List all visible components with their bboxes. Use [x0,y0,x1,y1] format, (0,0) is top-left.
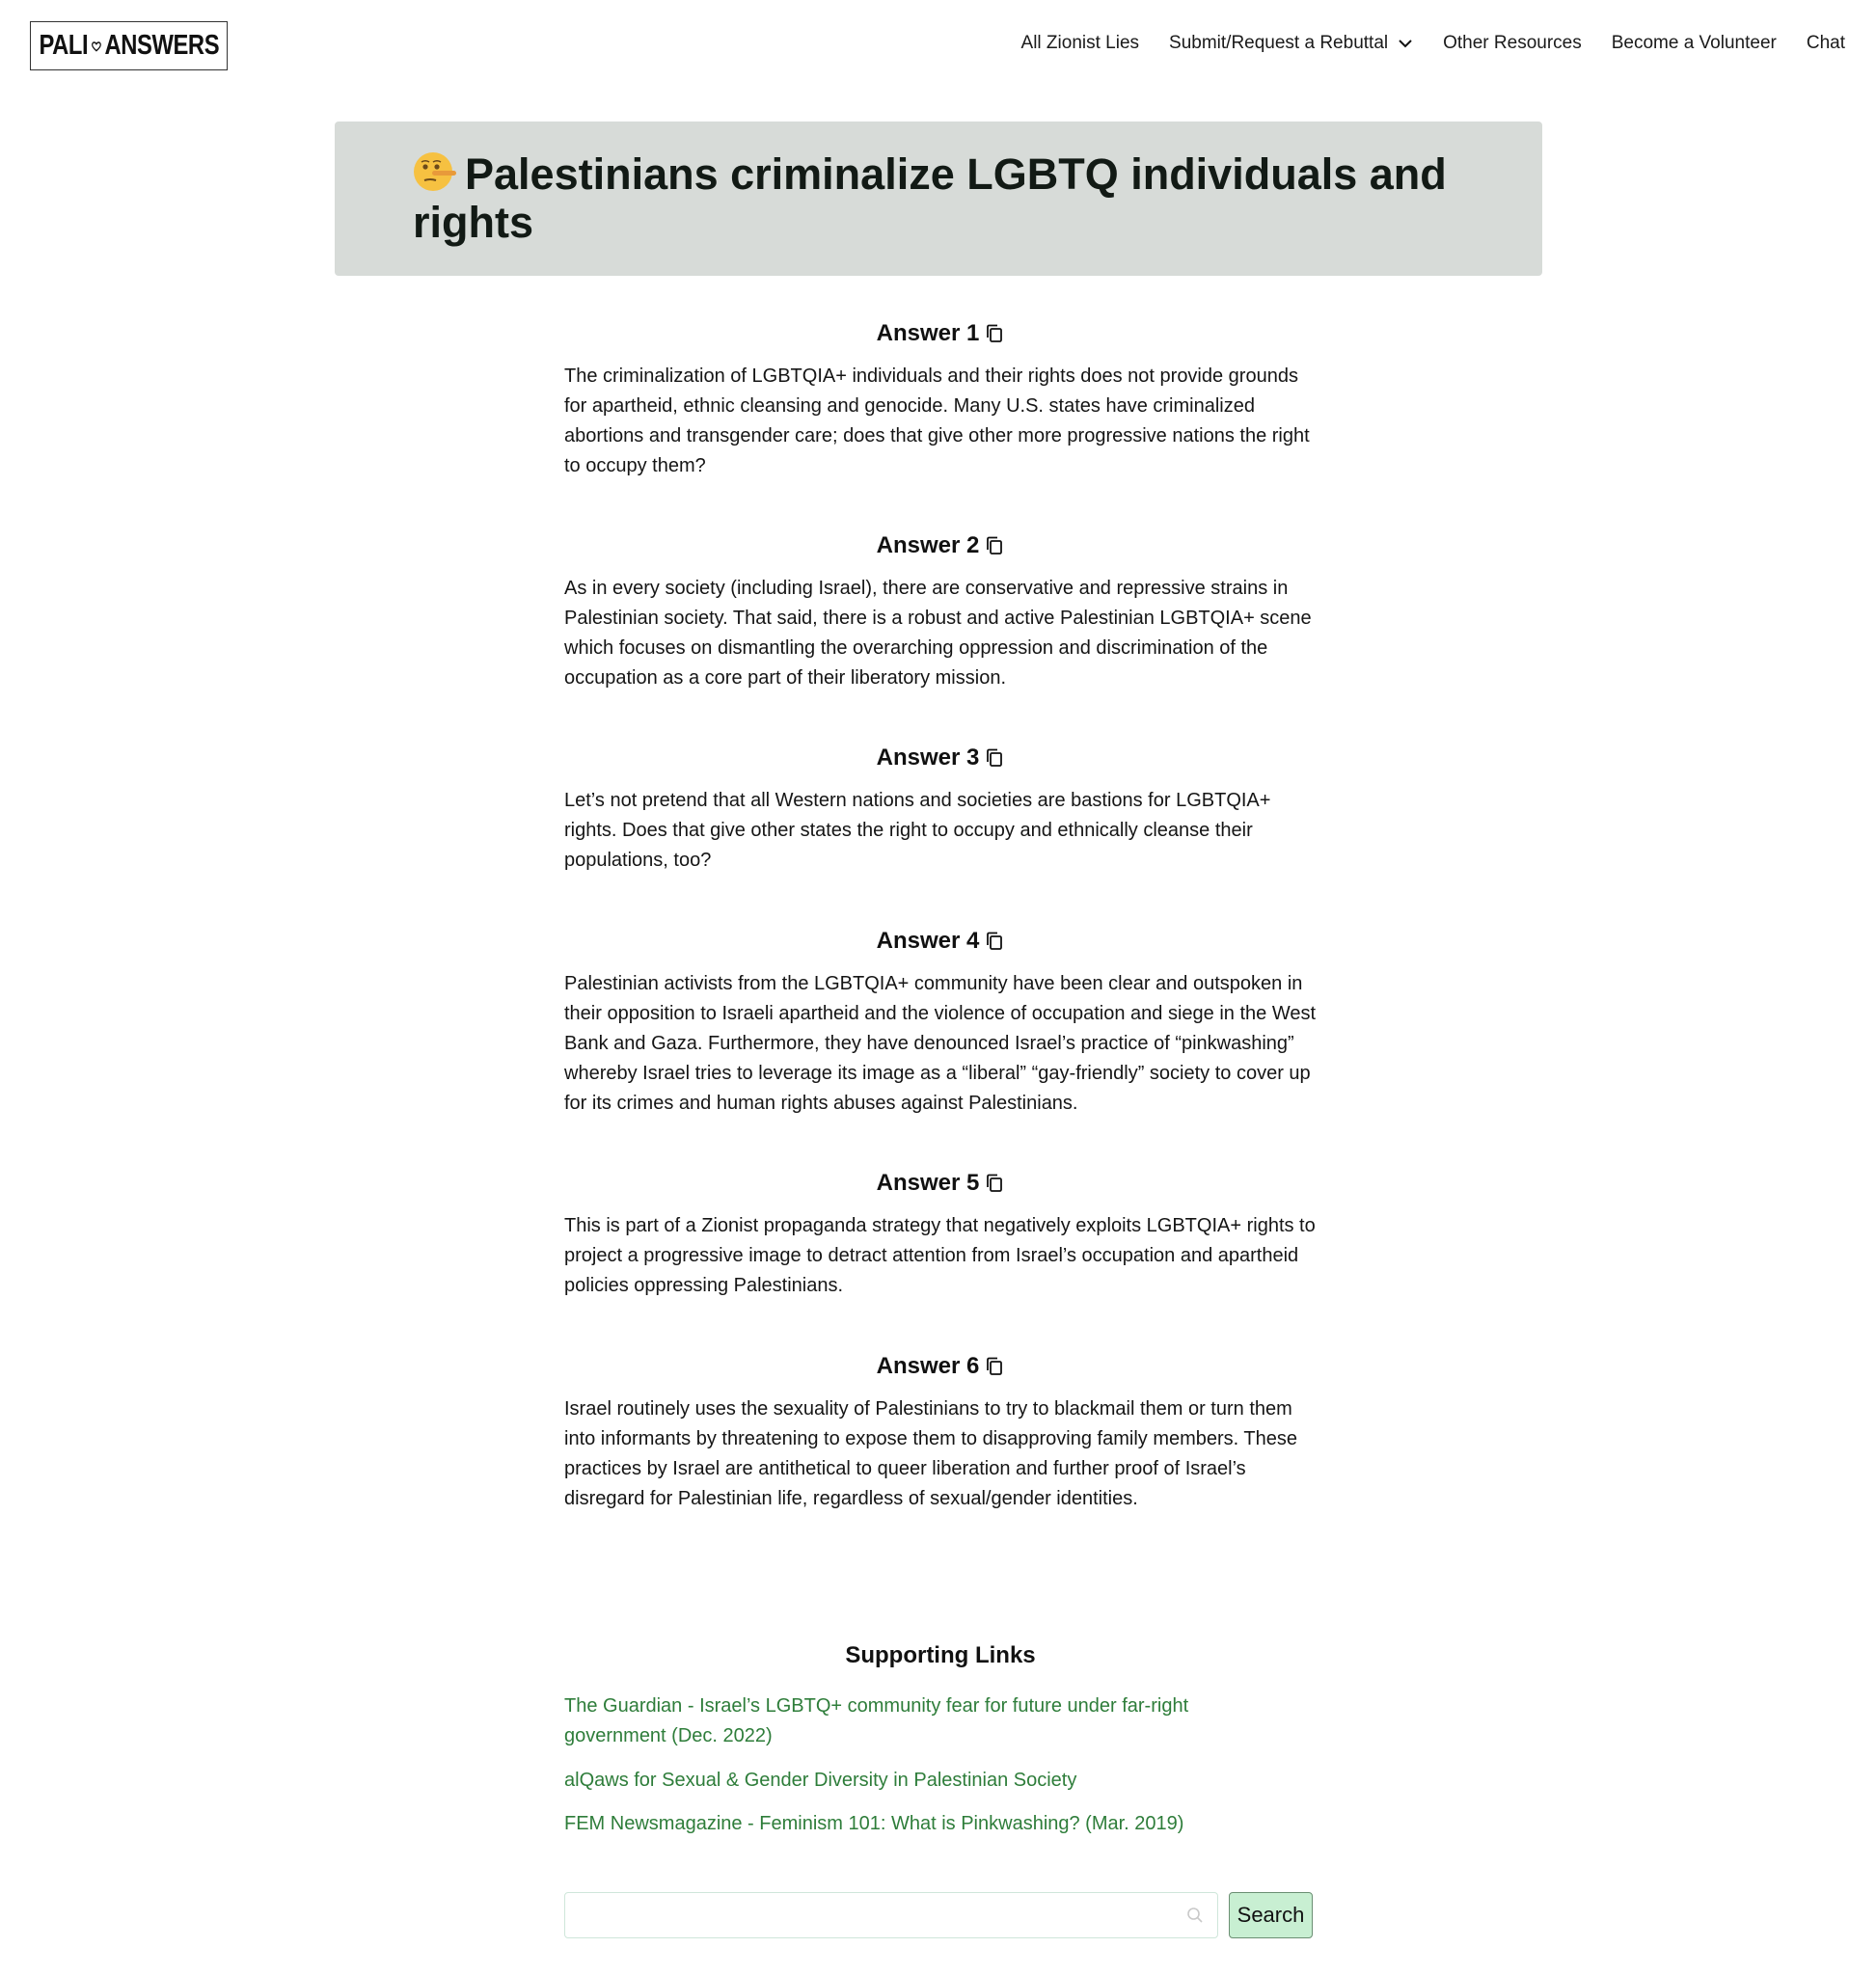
search-icon [1186,1907,1204,1924]
answer-title: Answer 3 [876,744,980,771]
answer-text: This is part of a Zionist propaganda strategy that negatively exploits LGBTQIA+ rights to project a progressive image to detract attention from Israel’s occupation and apartheid policies oppressing Palestinians. [564,1215,1316,1296]
search-input-field[interactable] [575,1893,1163,1936]
site-header [0,0,1876,93]
answer-text: Palestinian activists from the LGBTQIA+ community have been clear and outspoken in their opposition to Israeli apartheid and the violence of occupation and siege in the West Bank and Gaza. Furthermore, they have denounced Israel’s practice of “pinkwashing” whereby Israel tries to leverage its image as a “liberal” “gay-friendly” society to cover up for its crimes and human rights abuses against Palestinians. [564,973,1317,1114]
nav-all-zionist-lies[interactable] [1021,33,1140,54]
copy-icon[interactable] [985,1173,1004,1194]
answer-block [564,743,1317,876]
nav-label: All Zionist Lies [1020,33,1140,53]
answer-block [564,1351,1317,1514]
answer-block [564,1168,1317,1301]
answer-text: Let’s not pretend that all Western nations and societies are bastions for LGBTQIA+ rights. Does that give other states the right to occupy and ethnically cleanse their populations, too? [564,790,1271,871]
answer-block [564,318,1317,481]
chevron-down-icon [1398,38,1413,49]
logo-text-right: ANSWERS [104,30,219,61]
copy-icon[interactable] [985,931,1004,952]
search-input[interactable] [564,1892,1218,1938]
supporting-link-fem-newsmagazine[interactable]: FEM Newsmagazine - Feminism 101: What is Pinkwashing? (Mar. 2019) [564,1813,1184,1834]
answer-title: Answer 6 [876,1353,980,1379]
copy-icon[interactable] [985,1356,1004,1377]
answer-text: The criminalization of LGBTQIA+ individuals and their rights does not provide grounds for apartheid, ethnic cleansing and genocide. Many U.S. states have criminalized abortions and transgender care; does that give other more progressive nations the right to occupy them? [564,365,1310,476]
answer-title: Answer 5 [876,1170,980,1196]
page-title [413,150,1455,247]
copy-icon[interactable] [985,535,1004,556]
copy-icon[interactable] [985,323,1004,344]
answer-title: Answer 2 [876,532,980,558]
nav-label: Other Resources [1443,33,1582,53]
lying-face-emoji-icon [413,150,457,193]
title-banner [335,122,1542,276]
nav-other-resources[interactable] [1443,33,1582,54]
main-nav [1021,33,1845,54]
site-logo[interactable] [30,21,228,70]
search-button[interactable]: Search [1229,1892,1313,1938]
supporting-links-title: Supporting Links [845,1642,1036,1668]
answer-text: As in every society (including Israel), there are conservative and repressive strains in Palestinian society. That said, there is a robust and active Palestinian LGBTQIA+ scene which focuses on dismantling the overarching oppression and discrimination of the occupation as a core part of their liberatory mission. [564,578,1312,689]
copy-icon[interactable] [985,747,1004,769]
nav-submit-request-rebuttal[interactable] [1169,33,1413,54]
heart-icon [91,41,101,52]
answer-title: Answer 4 [876,928,980,954]
nav-label: Submit/Request a Rebuttal [1169,33,1389,53]
answer-text: Israel routinely uses the sexuality of Palestinians to try to blackmail them or turn them into informants by threatening to expose them to disapproving family members. These practices by Israel are antithetical to queer liberation and further proof of Israel’s disregard for Palestinian life, regardless of sexual/gender identities. [564,1398,1298,1509]
supporting-link-guardian[interactable]: The Guardian - Israel’s LGBTQ+ community fear for future under far-right government (Dec. 2022) [564,1695,1189,1746]
answer-title: Answer 1 [876,320,980,346]
supporting-link-alqaws[interactable]: alQaws for Sexual & Gender Diversity in Palestinian Society [564,1770,1077,1791]
answer-block [564,926,1317,1119]
nav-chat[interactable] [1807,33,1845,54]
nav-label: Chat [1806,33,1845,53]
nav-label: Become a Volunteer [1611,33,1777,53]
logo-text-left: PALI [39,30,88,61]
page-title-text: Palestinians criminalize LGBTQ individuals and rights [413,149,1447,247]
answer-block [564,530,1317,693]
nav-become-volunteer[interactable] [1612,33,1777,54]
